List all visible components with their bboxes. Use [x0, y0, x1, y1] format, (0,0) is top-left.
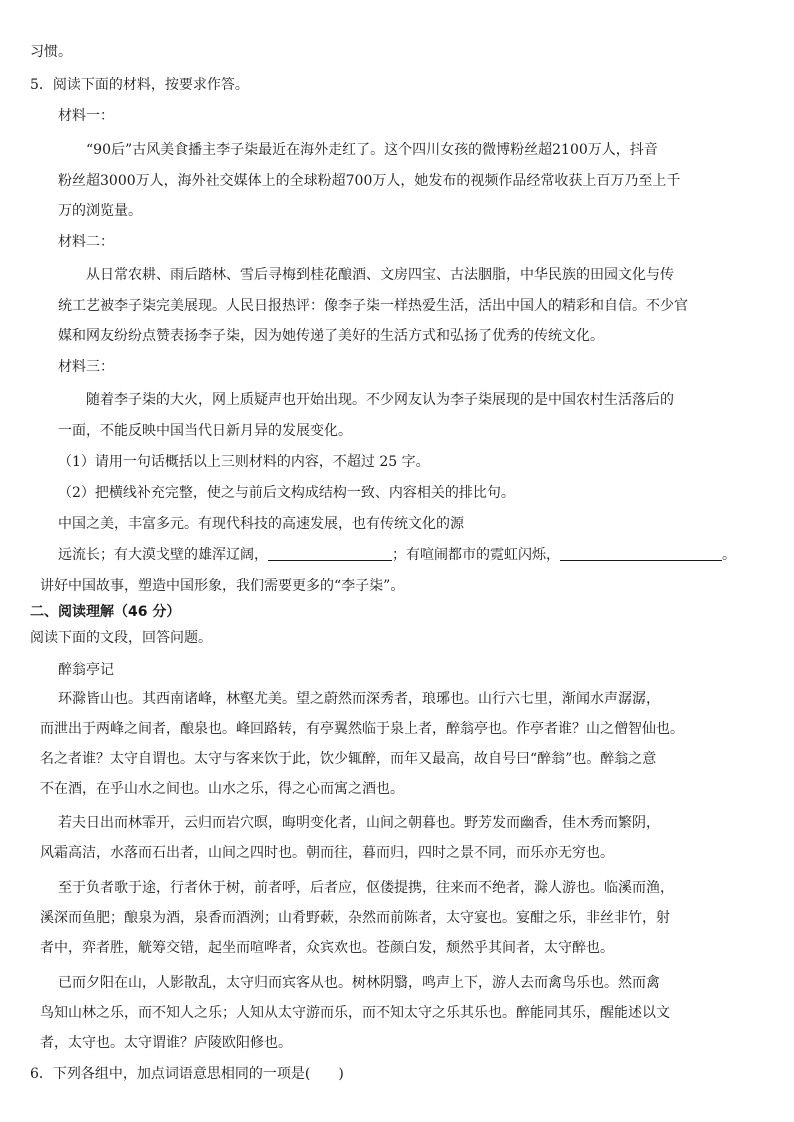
material-1-line: “90后”古风美食播主李子柒最近在海外走红了。这个四川女孩的微博粉丝超2100万人，抖音 [86, 142, 658, 158]
material-1-label: 材料一： [58, 108, 114, 124]
passage-line: 者中，弈者胜，觥筹交错，起坐而喧哗者，众宾欢也。苍颜白发，颓然乎其间者，太守醉也。 [40, 940, 614, 956]
material-3-label: 材料三： [58, 359, 114, 375]
sub-question-1: （1）请用一句话概括以上三则材料的内容，不超过 25 字。 [58, 454, 430, 470]
passage-line: 者，太守也。太守谓谁？庐陵欧阳修也。 [40, 1035, 292, 1051]
fill-text: ；有喧闹都市的霓虹闪烁， [392, 547, 560, 563]
material-3-line: 一面，不能反映中国当代日新月异的发展变化。 [58, 423, 352, 439]
question-6-heading: 6．下列各组中，加点词语意思相同的一项是( ) [30, 1066, 344, 1082]
passage-line: 而泄出于两峰之间者，酿泉也。峰回路转，有亭翼然临于泉上者，醉翁亭也。作亭者谁？山之僧智仙也。 [40, 721, 684, 737]
question-5-heading: 5．阅读下面的材料，按要求作答。 [30, 77, 249, 93]
passage-line: 溪深而鱼肥；酿泉为酒，泉香而酒洌；山肴野蔌，杂然而前陈者，太守宴也。宴酣之乐，非丝非竹，射 [40, 910, 670, 926]
material-3-line: 随着李子柒的大火，网上质疑声也开始出现。不少网友认为李子柒展现的是中国农村生活落后的 [86, 392, 674, 408]
material-1-line: 万的浏览量。 [58, 203, 142, 219]
passage-line: 鸟知山林之乐，而不知人之乐；人知从太守游而乐，而不知太守之乐其乐也。醉能同其乐，醒能述以文 [40, 1005, 670, 1021]
passage-line: 不在酒，在乎山水之间也。山水之乐，得之心而寓之酒也。 [40, 781, 404, 797]
section-2-intro: 阅读下面的文段，回答问题。 [30, 630, 212, 646]
material-2-line: 媒和网友纷纷点赞表扬李子柒，因为她传递了美好的生活方式和弘扬了优秀的传统文化。 [58, 328, 604, 344]
fill-sentence-line [58, 545, 736, 565]
fill-text: 。 [722, 547, 736, 563]
passage-line: 风霜高洁，水落而石出者，山间之四时也。朝而往，暮而归，四时之景不同，而乐亦无穷也。 [40, 845, 614, 861]
top-fragment: 习惯。 [30, 44, 72, 60]
passage-title: 醉翁亭记 [58, 662, 114, 678]
material-1-line: 粉丝超3000万人，海外社交媒体上的全球粉超700万人，她发布的视频作品经常收获上百万乃至上千 [58, 173, 681, 189]
section-2-heading: 二、阅读理解（46 分） [30, 604, 181, 620]
passage-line: 已而夕阳在山，人影散乱，太守归而宾客从也。树林阴翳，鸣声上下，游人去而禽鸟乐也。然而禽 [58, 975, 660, 991]
fill-text: 远流长；有大漠戈壁的雄浑辽阔， [58, 547, 268, 563]
sub-question-2: （2）把横线补充完整，使之与前后文构成结构一致、内容相关的排比句。 [58, 485, 515, 501]
material-2-line: 统工艺被李子柒完美展现。人民日报热评：像李子柒一样热爱生活，活出中国人的精彩和自信。不少官 [58, 298, 688, 314]
answer-blank-2[interactable] [560, 546, 722, 561]
passage-line: 若夫日出而林霏开，云归而岩穴暝，晦明变化者，山间之朝暮也。野芳发而幽香，佳木秀而繁阴， [58, 815, 660, 831]
fill-sentence-line: 讲好中国故事，塑造中国形象，我们需要更多的“李子柒”。 [40, 578, 405, 594]
material-2-label: 材料二： [58, 234, 114, 250]
material-2-line: 从日常农耕、雨后踏林、雪后寻梅到桂花酿酒、文房四宝、古法胭脂，中华民族的田园文化与传 [86, 267, 674, 283]
answer-blank-1[interactable] [268, 546, 392, 561]
fill-sentence-line: 中国之美，丰富多元。有现代科技的高速发展，也有传统文化的源 [58, 516, 464, 532]
passage-line: 至于负者歌于途，行者休于树，前者呼，后者应，伛偻提携，往来而不绝者，滁人游也。临溪而渔， [58, 880, 674, 896]
passage-line: 名之者谁？太守自谓也。太守与客来饮于此，饮少辄醉，而年又最高，故自号曰“醉翁”也。醉翁之意 [40, 751, 657, 767]
passage-line: 环滁皆山也。其西南诸峰，林壑尤美。望之蔚然而深秀者，琅琊也。山行六七里，渐闻水声潺潺， [58, 691, 660, 707]
